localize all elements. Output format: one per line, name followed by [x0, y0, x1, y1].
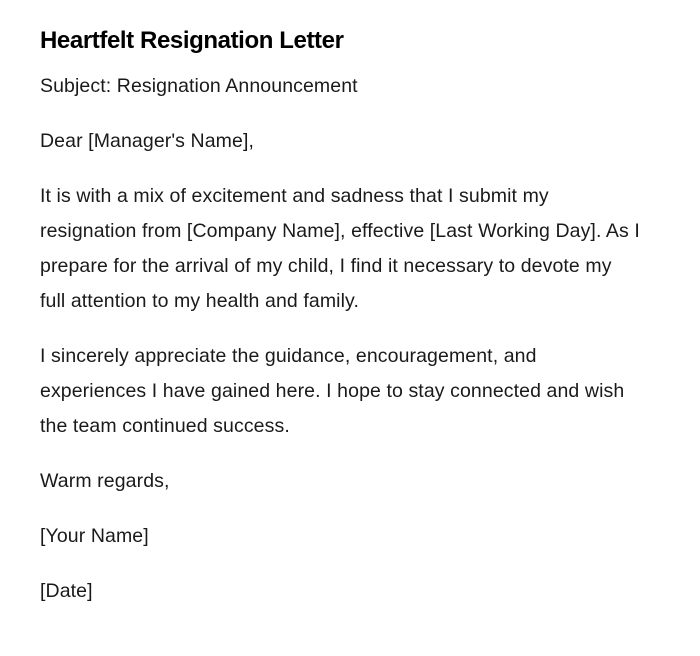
subject-line: Subject: Resignation Announcement	[40, 75, 358, 97]
closing: Warm regards,	[40, 470, 170, 492]
body-paragraph-1: It is with a mix of excitement and sadness that I submit my resignation from [Company Name], effective [Last Working Day]. As I prepare for the arrival of my child, I find it necessary to devote my full attention to my health and family.	[40, 185, 640, 312]
signature-name: [Your Name]	[40, 525, 149, 547]
body-paragraph-2: I sincerely appreciate the guidance, encouragement, and experiences I have gained here. I hope to stay connected and wish the team continued success.	[40, 345, 625, 437]
date-line: [Date]	[40, 580, 93, 602]
salutation: Dear [Manager's Name],	[40, 130, 255, 152]
document-title: Heartfelt Resignation Letter	[40, 27, 344, 54]
letter-document	[40, 24, 640, 629]
